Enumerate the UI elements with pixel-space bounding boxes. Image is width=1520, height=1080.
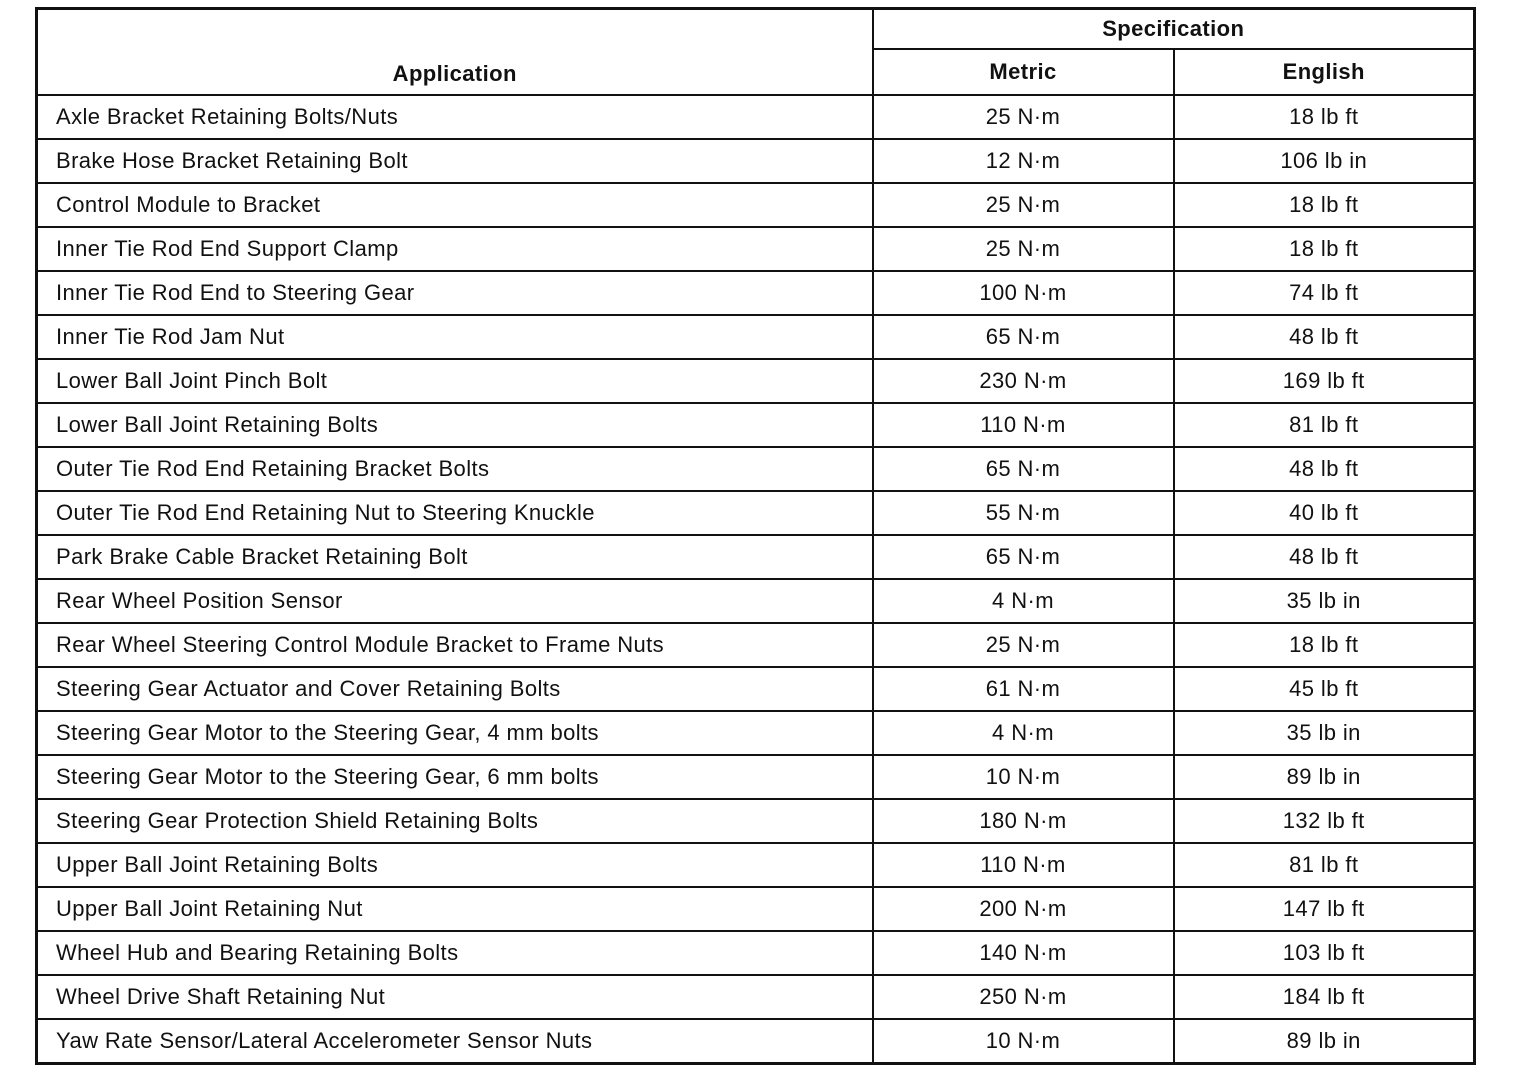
- table-row: [37, 447, 1475, 491]
- cell-english: 35 lb in: [1174, 579, 1475, 623]
- table-row: [37, 667, 1475, 711]
- cell-english: 18 lb ft: [1174, 623, 1475, 667]
- cell-application: Control Module to Bracket: [37, 183, 873, 227]
- cell-english: 74 lb ft: [1174, 271, 1475, 315]
- cell-metric: 12 N·m: [873, 139, 1174, 183]
- cell-application: Inner Tie Rod End to Steering Gear: [37, 271, 873, 315]
- cell-application: Rear Wheel Position Sensor: [37, 579, 873, 623]
- table-row: [37, 315, 1475, 359]
- cell-application: Wheel Drive Shaft Retaining Nut: [37, 975, 873, 1019]
- cell-metric: 25 N·m: [873, 623, 1174, 667]
- table-row: [37, 623, 1475, 667]
- cell-metric: 100 N·m: [873, 271, 1174, 315]
- cell-english: 89 lb in: [1174, 755, 1475, 799]
- cell-english: 48 lb ft: [1174, 535, 1475, 579]
- cell-metric: 25 N·m: [873, 95, 1174, 139]
- cell-english: 45 lb ft: [1174, 667, 1475, 711]
- table-row: [37, 799, 1475, 843]
- cell-metric: 110 N·m: [873, 403, 1174, 447]
- cell-english: 48 lb ft: [1174, 447, 1475, 491]
- cell-application: Lower Ball Joint Pinch Bolt: [37, 359, 873, 403]
- column-header-specification: Specification: [873, 9, 1475, 50]
- cell-metric: 65 N·m: [873, 315, 1174, 359]
- cell-application: Park Brake Cable Bracket Retaining Bolt: [37, 535, 873, 579]
- table-row: [37, 139, 1475, 183]
- cell-metric: 61 N·m: [873, 667, 1174, 711]
- table-row: [37, 975, 1475, 1019]
- cell-english: 18 lb ft: [1174, 95, 1475, 139]
- column-header-application: Application: [37, 9, 873, 96]
- table-row: [37, 227, 1475, 271]
- cell-metric: 250 N·m: [873, 975, 1174, 1019]
- cell-application: Lower Ball Joint Retaining Bolts: [37, 403, 873, 447]
- table-body: [37, 95, 1475, 1064]
- table-row: [37, 271, 1475, 315]
- cell-application: Steering Gear Motor to the Steering Gear, 4 mm bolts: [37, 711, 873, 755]
- cell-english: 81 lb ft: [1174, 843, 1475, 887]
- fastener-spec-table: [35, 7, 1476, 1065]
- cell-application: Inner Tie Rod Jam Nut: [37, 315, 873, 359]
- cell-english: 18 lb ft: [1174, 183, 1475, 227]
- cell-application: Steering Gear Motor to the Steering Gear, 6 mm bolts: [37, 755, 873, 799]
- table-row: [37, 887, 1475, 931]
- cell-application: Outer Tie Rod End Retaining Bracket Bolts: [37, 447, 873, 491]
- cell-metric: 25 N·m: [873, 227, 1174, 271]
- cell-metric: 110 N·m: [873, 843, 1174, 887]
- cell-english: 89 lb in: [1174, 1019, 1475, 1064]
- cell-metric: 180 N·m: [873, 799, 1174, 843]
- cell-application: Axle Bracket Retaining Bolts/Nuts: [37, 95, 873, 139]
- table-row: [37, 1019, 1475, 1064]
- cell-application: Outer Tie Rod End Retaining Nut to Steering Knuckle: [37, 491, 873, 535]
- cell-application: Upper Ball Joint Retaining Nut: [37, 887, 873, 931]
- cell-application: Steering Gear Protection Shield Retaining Bolts: [37, 799, 873, 843]
- cell-english: 103 lb ft: [1174, 931, 1475, 975]
- cell-application: Steering Gear Actuator and Cover Retaining Bolts: [37, 667, 873, 711]
- cell-metric: 55 N·m: [873, 491, 1174, 535]
- table-row: [37, 403, 1475, 447]
- cell-metric: 25 N·m: [873, 183, 1174, 227]
- table-row: [37, 535, 1475, 579]
- cell-english: 147 lb ft: [1174, 887, 1475, 931]
- table-row: [37, 491, 1475, 535]
- table-row: [37, 359, 1475, 403]
- cell-metric: 10 N·m: [873, 1019, 1174, 1064]
- cell-application: Brake Hose Bracket Retaining Bolt: [37, 139, 873, 183]
- cell-metric: 140 N·m: [873, 931, 1174, 975]
- column-header-metric: Metric: [873, 49, 1174, 95]
- cell-metric: 4 N·m: [873, 579, 1174, 623]
- table-row: [37, 711, 1475, 755]
- cell-application: Yaw Rate Sensor/Lateral Accelerometer Sensor Nuts: [37, 1019, 873, 1064]
- cell-metric: 4 N·m: [873, 711, 1174, 755]
- cell-english: 184 lb ft: [1174, 975, 1475, 1019]
- cell-metric: 65 N·m: [873, 447, 1174, 491]
- cell-metric: 10 N·m: [873, 755, 1174, 799]
- cell-application: Rear Wheel Steering Control Module Bracket to Frame Nuts: [37, 623, 873, 667]
- table-header: [37, 9, 1475, 96]
- cell-english: 48 lb ft: [1174, 315, 1475, 359]
- table-row: [37, 843, 1475, 887]
- cell-english: 40 lb ft: [1174, 491, 1475, 535]
- table-row: [37, 931, 1475, 975]
- cell-application: Inner Tie Rod End Support Clamp: [37, 227, 873, 271]
- cell-english: 18 lb ft: [1174, 227, 1475, 271]
- cell-english: 169 lb ft: [1174, 359, 1475, 403]
- cell-metric: 230 N·m: [873, 359, 1174, 403]
- table-row: [37, 95, 1475, 139]
- cell-english: 81 lb ft: [1174, 403, 1475, 447]
- cell-metric: 65 N·m: [873, 535, 1174, 579]
- table-row: [37, 755, 1475, 799]
- table-row: [37, 183, 1475, 227]
- cell-english: 132 lb ft: [1174, 799, 1475, 843]
- table-row: [37, 579, 1475, 623]
- cell-metric: 200 N·m: [873, 887, 1174, 931]
- cell-application: Upper Ball Joint Retaining Bolts: [37, 843, 873, 887]
- cell-english: 106 lb in: [1174, 139, 1475, 183]
- cell-english: 35 lb in: [1174, 711, 1475, 755]
- column-header-english: English: [1174, 49, 1475, 95]
- cell-application: Wheel Hub and Bearing Retaining Bolts: [37, 931, 873, 975]
